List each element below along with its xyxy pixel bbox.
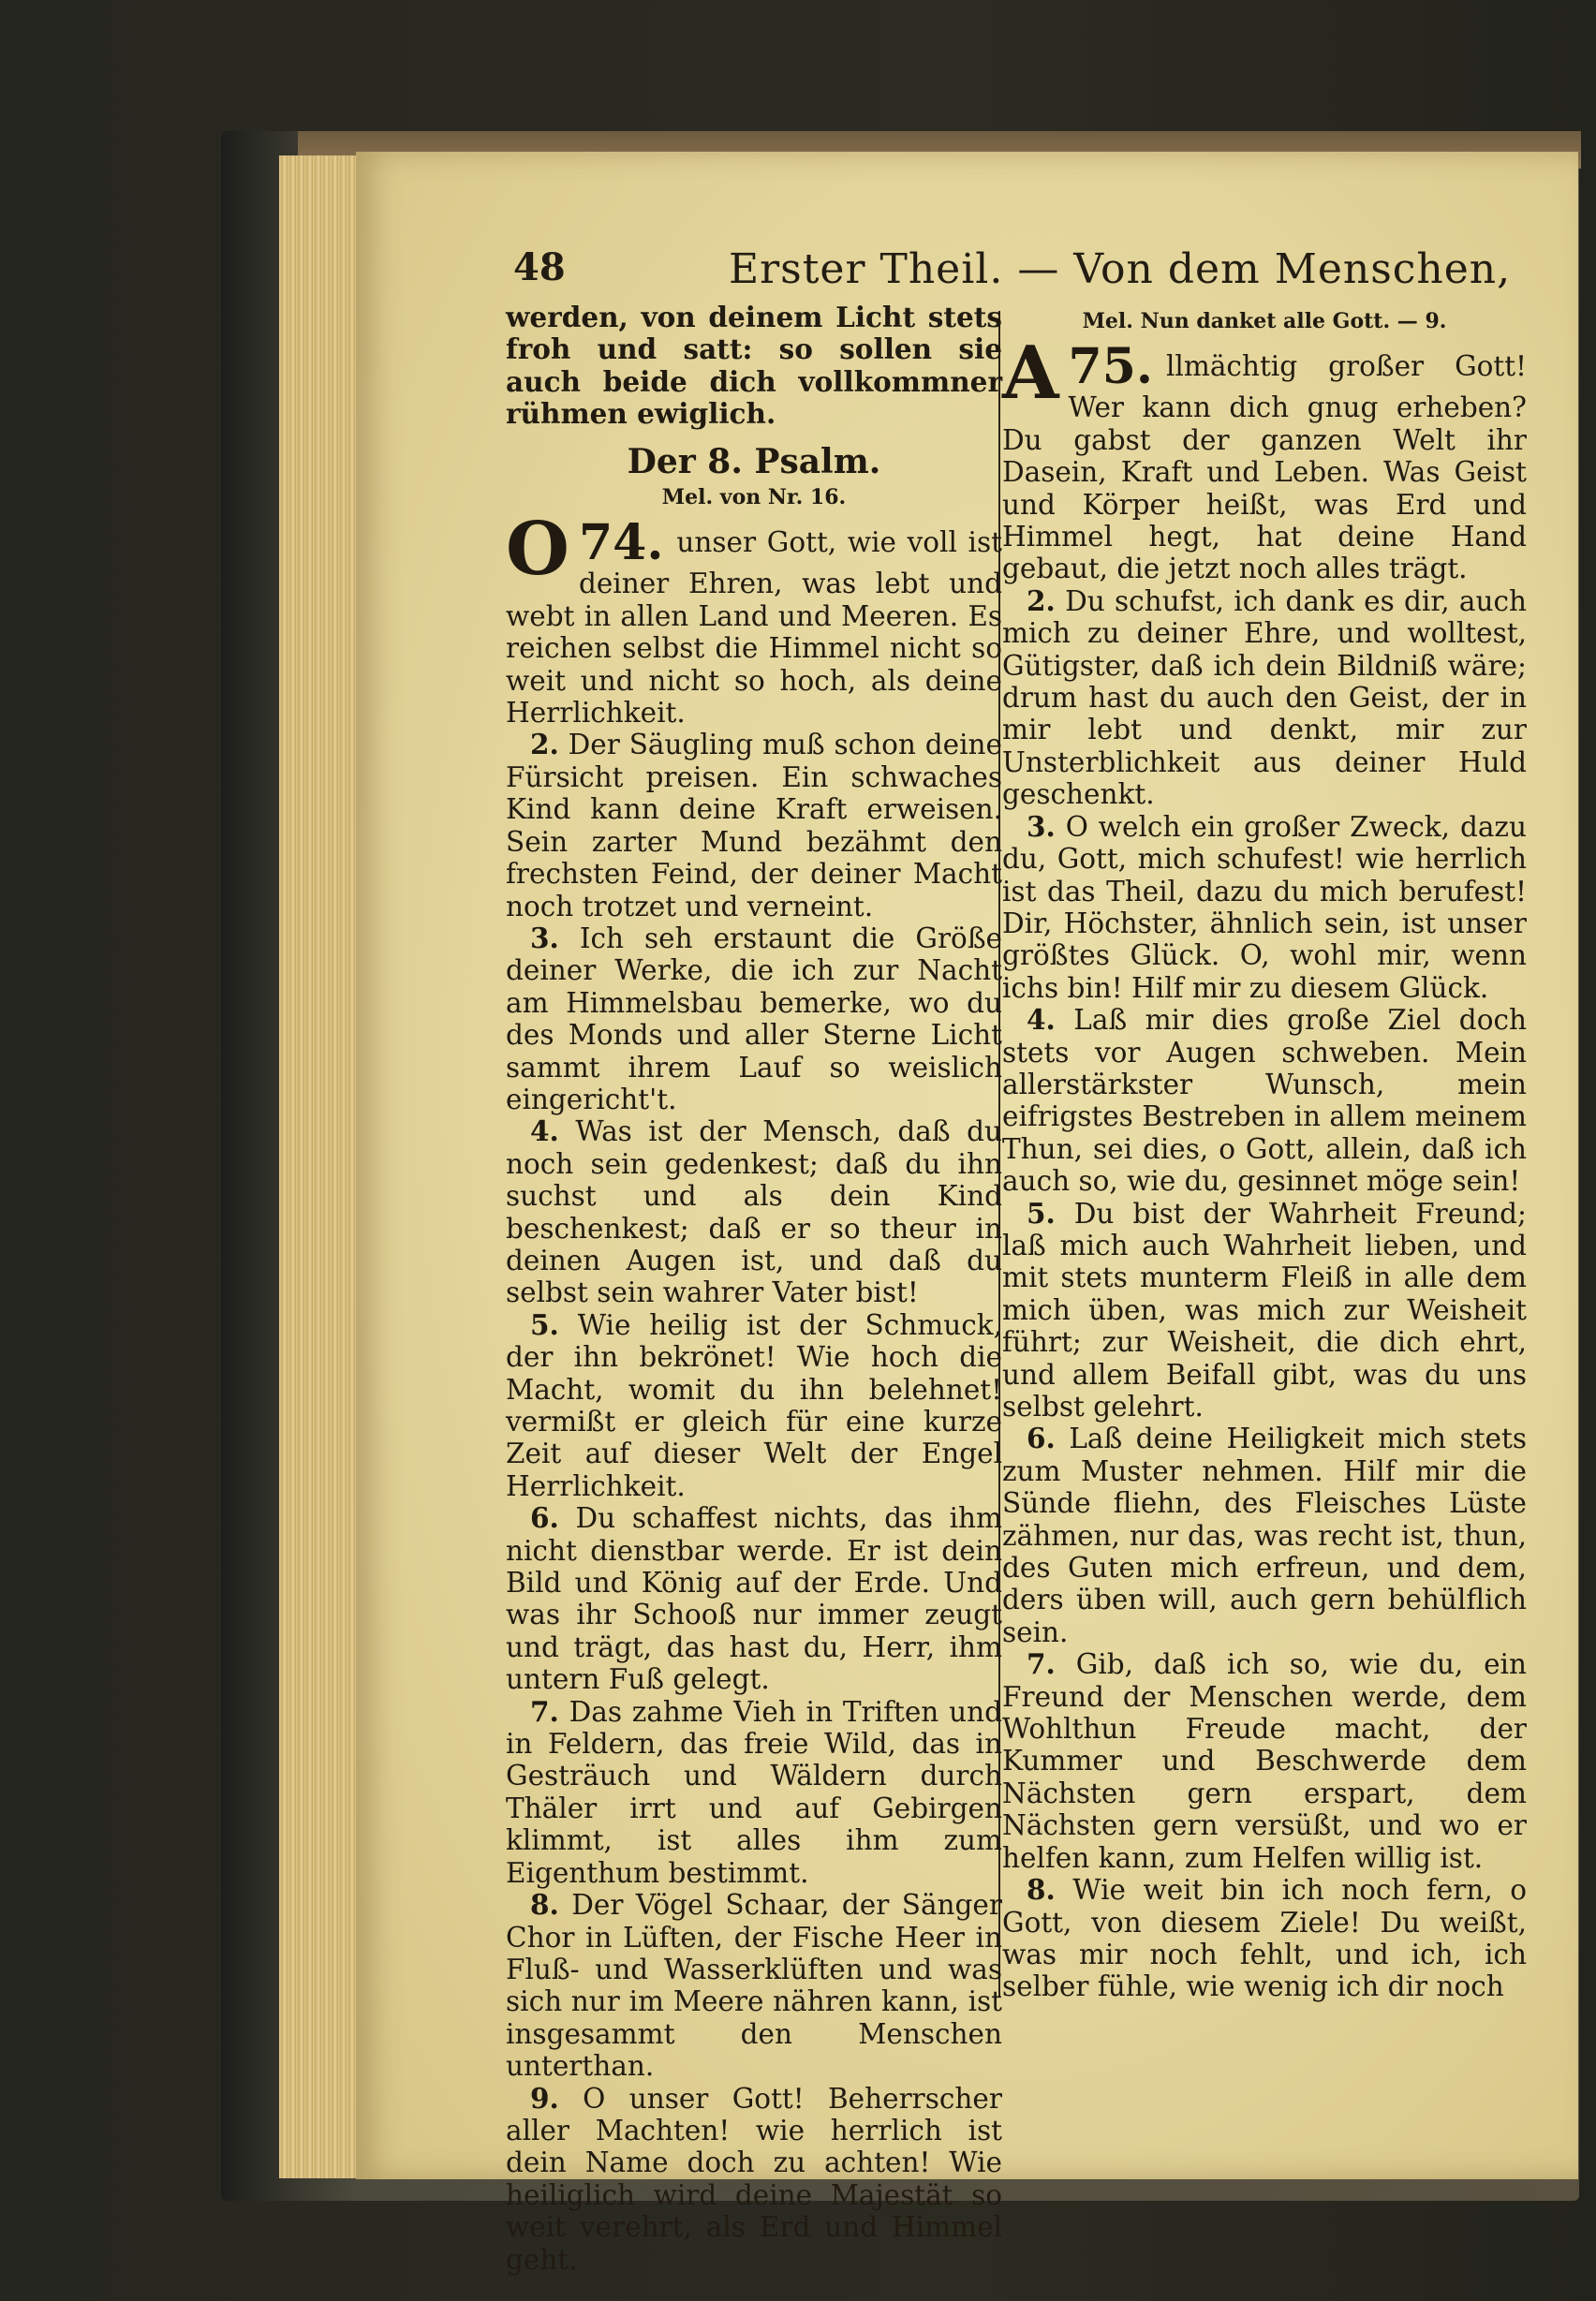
verse-text: Gib, daß ich so, wie du, ein Freund der Menschen werde, dem Wohlthun Freude macht, der Kummer und Beschwerde dem Nächsten gern erspart, dem Nächsten gern versüßt, und wo er helfen kann, zum Helfen willig ist. — [1002, 1648, 1527, 1874]
verse — [506, 1115, 1002, 1308]
right-column — [1002, 302, 1527, 2003]
verse-text: Du bist der Wahrheit Freund; laß mich auch Wahrheit lieben, und mit stets munterm Fleiß in alle dem mich üben, was mich zur Weisheit führt; zur Weisheit, die dich ehrt, und allem Beifall gibt, was du uns selbst gelehrt. — [1002, 1197, 1527, 1423]
verse-text: Laß mir dies große Ziel doch stets vor Augen schweben. Mein allerstärkster Wunsch, mein eifrigstes Bestreben in allem meinem Thun, sei dies, o Gott, allein, daß ich auch so, wie du, gesinnet möge sein! — [1002, 1004, 1527, 1198]
verse — [1002, 1423, 1527, 1648]
verse-number: 5. — [530, 1307, 559, 1341]
verse — [506, 1502, 1002, 1695]
left-column — [506, 302, 1002, 2276]
verse-text: O unser Gott! Beherrscher aller Machten! wie herrlich ist dein Name doch zu achten! Wie heiliglich wird deine Majestät so weit verehrt, als Erd und Himmel geht. — [506, 2082, 1002, 2276]
verse-number: 6. — [530, 1501, 559, 1535]
verse-number: 7. — [1027, 1647, 1056, 1681]
verse — [1002, 1198, 1527, 1423]
verse-text: Du schaffest nichts, das ihm nicht dienstbar werde. Er ist dein Bild und König auf der Erde. Und was ihr Schooß nur immer zeugt und trägt, das hast du, Herr, ihm untern Fuß gelegt. — [506, 1502, 1002, 1696]
verse-text: Der Vögel Schaar, der Sänger Chor in Lüften, der Fische Heer in Fluß- und Wasserklüften und was sich nur im Meere nähren kann, ist insgesammt den Menschen unterthan. — [506, 1889, 1002, 2083]
verse-text: O welch ein großer Zweck, dazu du, Gott, mich schufest! wie herrlich ist das Theil, dazu du mich berufest! Dir, Höchster, ähnlich sein, ist unser größtes Glück. O, wohl mir, wenn ichs bin! Hilf mir zu diesem Glück. — [1002, 810, 1527, 1004]
melody-line: Mel. Nun danket alle Gott. — 9. — [1082, 309, 1447, 333]
verse — [1002, 585, 1527, 811]
verse — [1002, 1648, 1527, 1874]
running-head: Erster Theil. — Von dem Menschen, — [729, 245, 1512, 293]
intro-text: werden, von deinem Licht stets froh und satt: so sollen sie auch beide dich vollkommner rühmen ewiglich. — [506, 301, 1002, 431]
verse-text: Wie heilig ist der Schmuck, der ihn bekrönet! Wie hoch die Macht, womit du ihn belehnet! vermißt er gleich für eine kurze Zeit auf dieser Welt der Engel Herrlichkeit. — [506, 1308, 1002, 1502]
verse-text: Das zahme Vieh in Triften und in Feldern, das freie Wild, das in Gesträuch und Wäldern durch Thäler irrt und auf Gebirgen klimmt, ist alles ihm zum Eigenthum bestimmt. — [506, 1695, 1002, 1889]
verse-number: 8. — [530, 1888, 559, 1922]
drop-cap: A — [1002, 331, 1059, 417]
verse-number: 9. — [530, 2081, 559, 2115]
verse-text: Du schufst, ich dank es dir, auch mich zu deiner Ehre, und wolltest, Gütigster, daß ich dein Bildniß wäre; drum hast du auch den Geist, der in mir lebt und denkt, mir zur Unsterblichkeit aus deiner Huld geschenkt. — [1002, 584, 1527, 811]
hymn-number: 75. — [1068, 338, 1153, 396]
verse-number: 7. — [530, 1694, 559, 1728]
page-header — [513, 245, 1547, 302]
verse-number: 6. — [1027, 1422, 1056, 1455]
verse-number: 5. — [1027, 1196, 1056, 1230]
hymn-75-verse-1 — [1002, 331, 1527, 585]
verse-number: 8. — [1027, 1873, 1056, 1907]
page-number: 48 — [513, 245, 566, 289]
verse-text: unser Gott, wie voll ist deiner Ehren, was lebt und webt in allen Land und Meeren. Es reichen selbst die Himmel nicht so weit und nicht so hoch, als deine Herrlichkeit. — [506, 526, 1002, 730]
verse — [506, 2083, 1002, 2276]
verse — [1002, 1874, 1527, 2003]
melody-line: Mel. von Nr. 16. — [661, 485, 847, 510]
verse-text: Der Säugling muß schon deine Fürsicht preisen. Ein schwaches Kind kann deine Kraft erweisen. Sein zarter Mund bezähmt den frechsten Feind, der deiner Macht noch trotzet und verneint. — [506, 729, 1002, 922]
verse — [506, 1309, 1002, 1502]
verse — [506, 729, 1002, 922]
verse-number: 4. — [1027, 1003, 1056, 1037]
hymn-number: 74. — [578, 514, 664, 572]
verse — [1002, 1004, 1527, 1197]
verse — [1002, 811, 1527, 1004]
verse-text: Ich seh erstaunt die Größe deiner Werke, die ich zur Nacht am Himmelsbau bemerke, wo du des Monds und aller Sterne Licht sammt ihrem Lauf so weislich eingericht't. — [506, 922, 1002, 1115]
verse-text: Laß deine Heiligkeit mich stets zum Muster nehmen. Hilf mir die Sünde fliehn, des Fleisches Lüste zähmen, nur das, was recht ist, thun, des Guten mich erfreun, und dem, ders üben will, auch gern behülflich sein. — [1002, 1423, 1527, 1648]
hymn-74-verse-1 — [506, 507, 1002, 730]
verse — [506, 1889, 1002, 2082]
verse-text: Wie weit bin ich noch fern, o Gott, von diesem Ziele! Du weißt, was mir noch fehlt, und ich, ich selber fühle, wie wenig ich dir noch — [1002, 1874, 1527, 2003]
verse-number: 3. — [530, 921, 559, 954]
verse-number: 3. — [1027, 809, 1056, 843]
verse-text: llmächtig großer Gott! Wer kann dich gnug erheben? Du gabst der ganzen Welt ihr Dasein, Kraft und Leben. Was Geist und Körper heißt, was Erd und Himmel hegt, hat deine Hand gebaut, die jetzt noch alles trägt. — [1002, 350, 1527, 585]
verse — [506, 1696, 1002, 1889]
verse-number: 2. — [530, 728, 559, 761]
drop-cap: O — [506, 507, 569, 593]
psalm-title: Der 8. Psalm. — [627, 441, 881, 481]
verse — [506, 922, 1002, 1115]
verse-text: Was ist der Mensch, daß du noch sein gedenkest; daß du ihn suchst und als dein Kind beschenkest; daß er so theur in deinen Augen ist, und daß du selbst sein wahrer Vater bist! — [506, 1115, 1002, 1309]
verse-number: 4. — [530, 1114, 559, 1148]
verse-number: 2. — [1027, 583, 1056, 617]
